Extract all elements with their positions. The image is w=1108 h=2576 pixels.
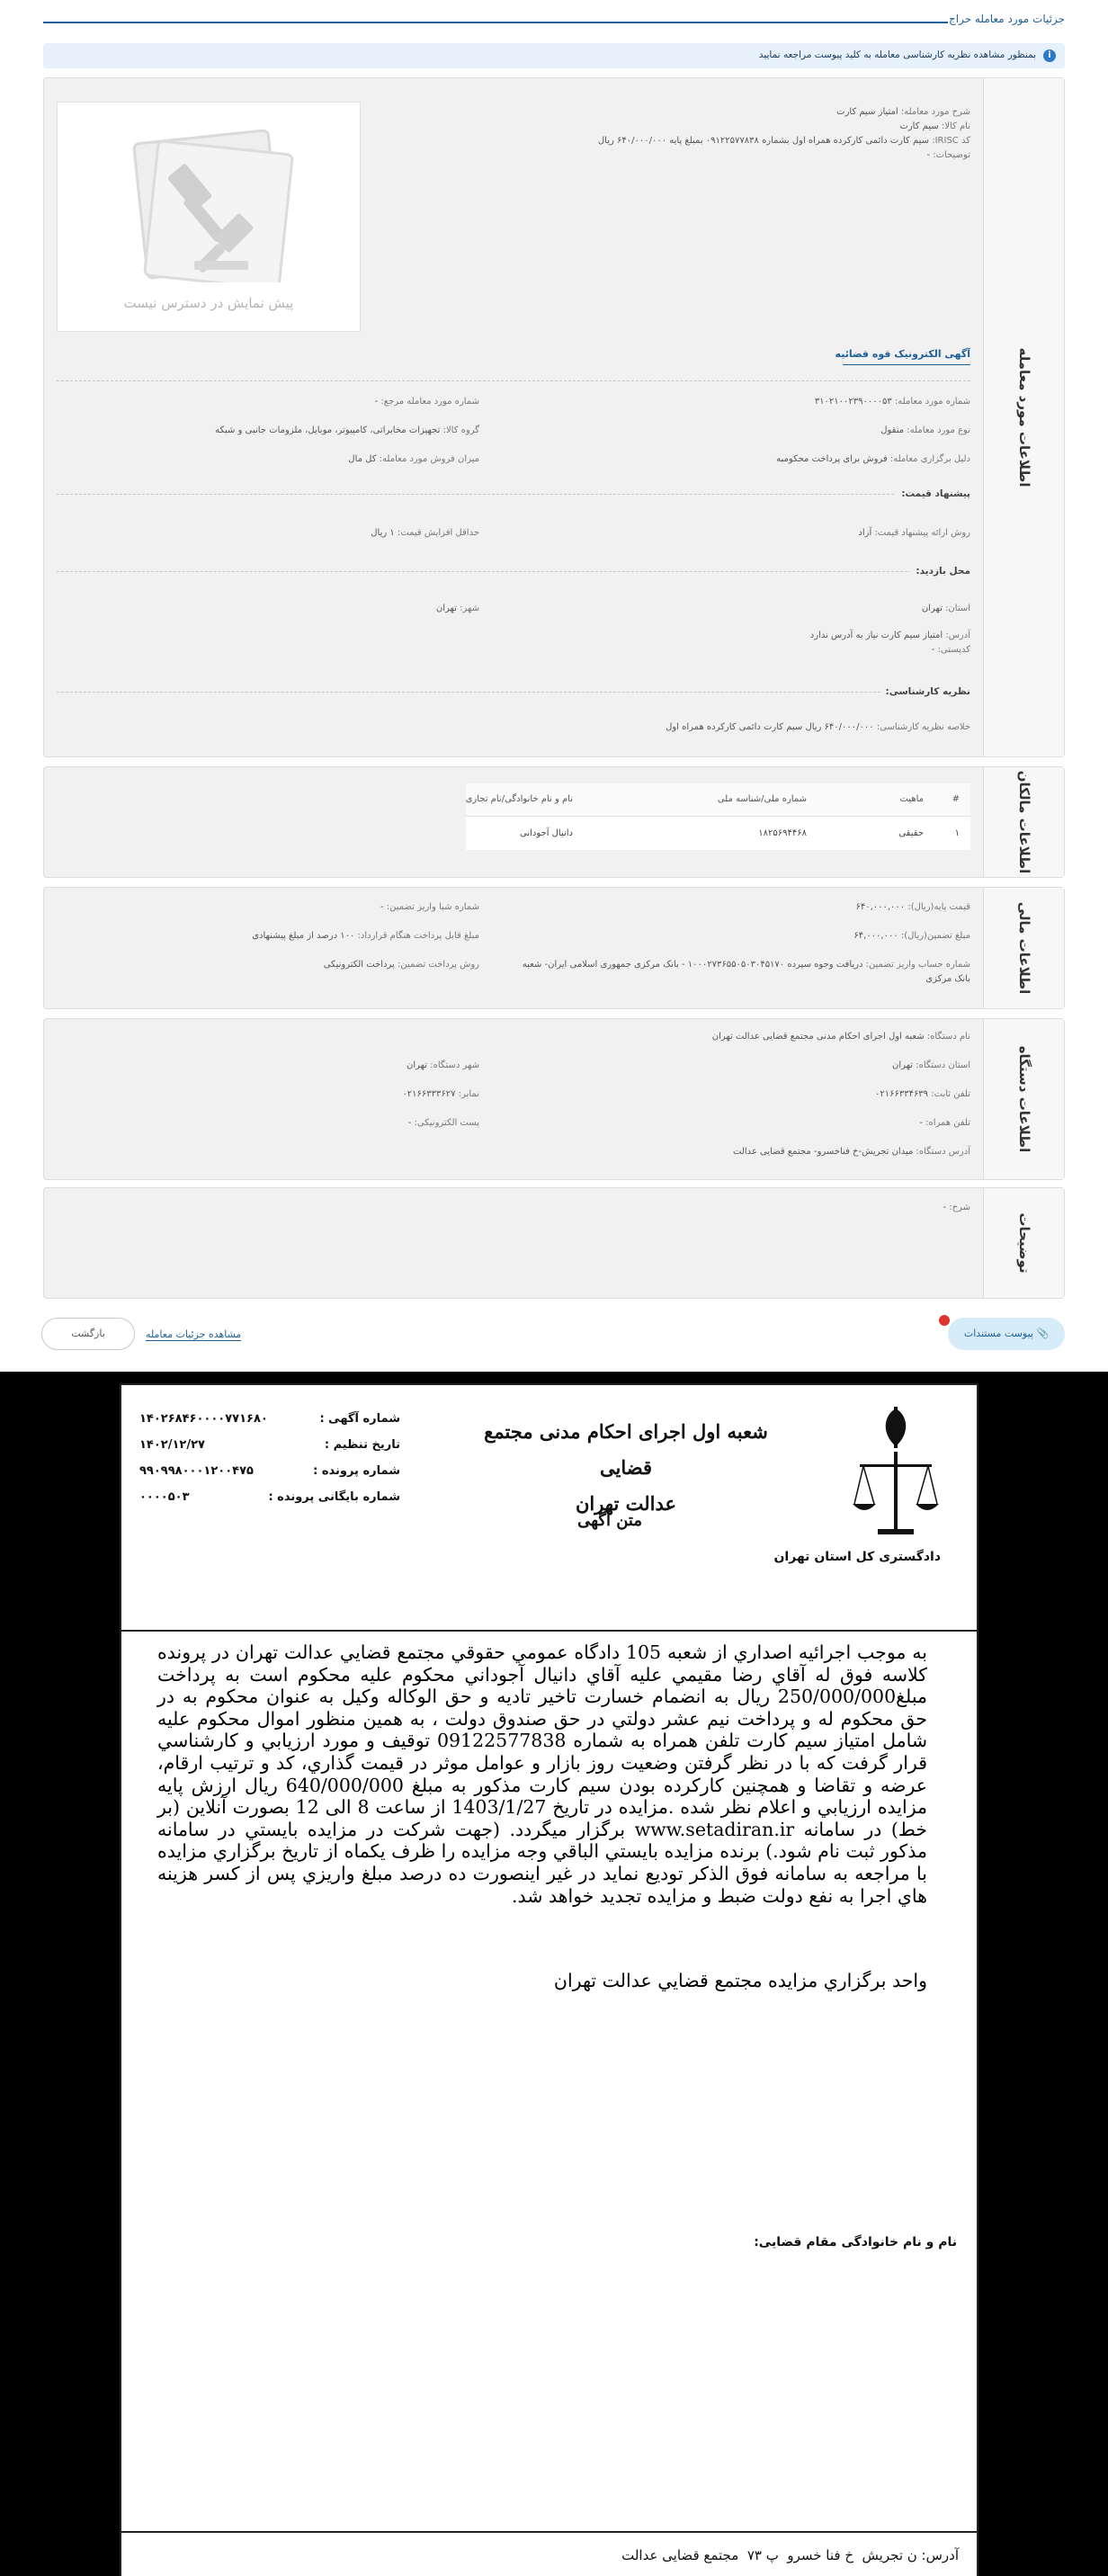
price-heading: پیشنهاد قیمت: bbox=[896, 488, 970, 499]
finance-section-title: اطلاعات مالی bbox=[1015, 901, 1032, 995]
court-address: آدرس: ن تجریش ￼ خ فنا خسرو ￼ پ ۷۳ ￼ مجتمع قضایی عدالت bbox=[621, 2547, 959, 2563]
item-amount: میزان فروش مورد معامله: کل مال bbox=[348, 454, 479, 464]
guarantee-amount: مبلغ تضمین(ریال): ۶۴,۰۰۰,۰۰۰ bbox=[853, 931, 970, 941]
min-increase: حداقل افزایش قیمت: ۱ ریال bbox=[371, 528, 479, 538]
col-name: نام و نام خانوادگی/نام تجاری bbox=[466, 783, 584, 816]
cell-national-id: ۱۸۲۵۶۹۴۴۶۸ bbox=[584, 816, 818, 850]
description-section bbox=[43, 1187, 1065, 1299]
expert-heading: نظریه کارشناسی: bbox=[880, 686, 970, 697]
org-province: استان دستگاه: تهران bbox=[891, 1060, 970, 1070]
dotted-divider bbox=[57, 571, 970, 572]
sheba-number: شماره شبا واریز تضمین: - bbox=[380, 902, 479, 912]
e-ad-link[interactable]: آگهی الکترونیک قوه قضائیه bbox=[835, 348, 970, 360]
visit-city: شهر: تهران bbox=[435, 604, 479, 613]
paperclip-icon: 📎 bbox=[1032, 1328, 1050, 1339]
item-notes: توضیحات: - bbox=[926, 150, 970, 160]
base-price: قیمت پایه(ریال): ۶۴۰,۰۰۰,۰۰۰ bbox=[855, 902, 970, 912]
owners-section bbox=[43, 766, 1065, 878]
notice-signature-unit: واحد برگزاري مزايده مجتمع قضايي عدالت تهران bbox=[553, 1970, 927, 1991]
item-reason: دلیل برگزاری معامله: فروش برای پرداخت محکومبه bbox=[776, 454, 970, 464]
org-phone: تلفن ثابت: ۰۲۱۶۶۳۳۴۶۳۹ bbox=[874, 1089, 970, 1099]
alert-text: بمنظور مشاهده نظریه کارشناسی معامله به کلید پیوست مراجعه نمایید bbox=[758, 49, 1036, 60]
item-code: کد IRISC: سیم کارت دائمی کارکرده همراه اول بشماره ۰۹۱۲۲۵۷۷۸۳۸ بمبلغ پایه ۶۴۰/۰۰۰/۰۰۰ ریال bbox=[597, 136, 970, 146]
item-section-title: اطلاعات مورد معامله bbox=[1015, 347, 1032, 487]
page-header bbox=[43, 13, 1065, 31]
visit-postal: کدپستی: - bbox=[931, 645, 970, 655]
page-title: جزئیات مورد معامله حراج bbox=[949, 13, 1065, 25]
guarantee-account: شماره حساب واریز تضمین: دریافت وجوه سپرده ۱۰۰۰۲۷۳۶۵۵۰۵۰۳۰۴۵۱۷۰ - بانک مرکزی جمهوری اسلامی ایران- شعبه bbox=[522, 960, 970, 970]
department-name: دادگستری کل استان تهران bbox=[773, 1550, 941, 1564]
view-details-link[interactable]: مشاهده جزئیات معامله bbox=[146, 1328, 242, 1340]
item-type: نوع مورد معامله: منقول bbox=[880, 425, 970, 435]
iran-emblem-scales-icon bbox=[851, 1403, 941, 1547]
org-section-tab bbox=[983, 1019, 1064, 1179]
dotted-divider bbox=[57, 380, 970, 381]
info-alert bbox=[43, 43, 1065, 68]
ad-link-underline bbox=[843, 364, 970, 365]
attachments-label: پیوست مستندات bbox=[963, 1328, 1033, 1339]
org-mobile: تلفن همراه: - bbox=[919, 1118, 970, 1128]
dotted-divider bbox=[57, 692, 970, 693]
cell-index: ۱ bbox=[934, 816, 970, 850]
org-section bbox=[43, 1018, 1065, 1180]
ad-no-label: شماره آگهی : bbox=[319, 1412, 400, 1426]
notice-body: به موجب اجرائيه اصداري از شعبه 105 دادگاه عمومي حقوقي مجتمع قضايي عدالت تهران در پرونده كلاسه فوق له آقاي رضا مقيمي عليه آقاي دانيال آجوداني محكوم عليه محكوم است به پرداخت مبلغ250/000/000 ريال به انضمام خسارت تاخير تاديه و حق الوكاله وكيل به عنوان محكوم به در حق محكوم له و پرداخت نيم عشر دولتي در حق صندوق دولت ، به همين منظور اموال محكوم عليه شامل امتياز سيم كارت تلفن همراه به شماره 09122577838 توقيف و مورد ارزيابي و كارشناسي قرار گرفت كه با در نظر گرفتن وضعيت روز بازار و عوامل موثر در قيمت گذاري، كد و ترتيب ارقام، عرضه و تقاضا و همچنين كاركرده بودن سيم كارت مذكور به مبلغ 640/000/000 ريال ارزش پايه مزايده ارزيابي و اعلام نظر شده .مزايده در تاريخ 1403/1/27 از ساعت 8 الی 12 بصورت آنلاين (بر خط) در سامانه www.setadiran.ir برگزار ميگردد. (جهت شركت در مزايده بايستي در سامانه مذكور ثبت نام شود.) برنده مزايده بايستي الباقي وجه مزايده را ظرف يكماه از تاريخ برگزاري مزايده با مراجعه به سامانه فوق الذكر توديع نمايد در غير اينصورت ده درصد مبلغ واريزي پس از كسر هزينه هاي اجرا به نفع دولت ضبط و مزايده تجديد خواهد شد. bbox=[157, 1641, 928, 1907]
notice-paper bbox=[120, 1383, 978, 2576]
table-row bbox=[466, 816, 970, 850]
owners-section-title: اطلاعات مالکان bbox=[1015, 770, 1032, 874]
header-separator bbox=[121, 1630, 977, 1632]
finance-section bbox=[43, 887, 1065, 1009]
guarantee-pay-method: روش پرداخت تضمین: پرداخت الکترونیکی bbox=[323, 960, 479, 970]
cell-name: دانیال آجودانی bbox=[466, 816, 584, 850]
org-city: شهر دستگاه: تهران bbox=[407, 1060, 479, 1070]
org-fax: نمابر: ۰۲۱۶۶۳۳۳۶۲۷ bbox=[402, 1089, 479, 1099]
org-address: آدرس دستگاه: میدان تجریش-خ فناخسرو- مجتمع قضایی عدالت bbox=[733, 1147, 970, 1157]
judge-name-label: نام و نام خانوادگی مقام قضایی: bbox=[754, 2235, 957, 2250]
visit-address: آدرس: امتیاز سیم کارت نیاز به آدرس ندارد bbox=[809, 631, 970, 640]
item-info-section bbox=[43, 77, 1065, 757]
description-section-tab bbox=[983, 1188, 1064, 1298]
footer-separator bbox=[121, 2531, 977, 2533]
preview-caption: پیش نمایش در دسترس نیست bbox=[123, 295, 294, 311]
item-name: نام کالا: سیم کارت bbox=[899, 121, 970, 131]
info-icon: i bbox=[1043, 49, 1056, 62]
date-label: تاریخ تنظیم : bbox=[324, 1438, 400, 1452]
description-text: شرح: - bbox=[943, 1203, 970, 1212]
finance-section-tab bbox=[983, 888, 1064, 1008]
item-desc: شرح مورد معامله: امتیاز سیم کارت bbox=[836, 107, 970, 117]
court-line-2: عدالت تهران bbox=[575, 1492, 677, 1515]
image-preview bbox=[57, 102, 361, 332]
location-heading: محل بازدید: bbox=[910, 566, 970, 577]
header-divider bbox=[43, 22, 948, 23]
case-value: ۹۹۰۹۹۸۰۰۰۱۲۰۰۴۷۵ bbox=[139, 1464, 254, 1478]
payable-amount: مبلغ قابل پرداخت هنگام قرارداد: ۱۰۰ درصد از مبلغ پیشنهادی bbox=[252, 931, 479, 941]
case-label: شماره پرونده : bbox=[313, 1464, 400, 1478]
court-line-1: شعبه اول اجرای احکام مدنی مجتمع قضایی bbox=[484, 1420, 768, 1479]
description-section-title: توضیحات bbox=[1015, 1212, 1032, 1274]
cell-type: حقیقی bbox=[818, 816, 934, 850]
org-name: نام دستگاه: شعبه اول اجرای احکام مدنی مجتمع قضایی عدالت تهران bbox=[711, 1032, 970, 1042]
archive-value: ۰۰۰۰۵۰۳ bbox=[139, 1490, 190, 1504]
archive-label: شماره بایگانی پرونده : bbox=[268, 1490, 400, 1504]
org-section-title: اطلاعات دستگاه bbox=[1015, 1045, 1032, 1153]
owners-table bbox=[466, 783, 970, 850]
dotted-divider bbox=[57, 494, 970, 495]
notice-document-scan bbox=[0, 1372, 1108, 2576]
org-email: پست الکترونیکی: - bbox=[407, 1118, 479, 1128]
item-number: شماره مورد معامله: ۳۱۰۲۱۰۰۲۳۹۰۰۰۰۵۳ bbox=[814, 397, 970, 407]
item-group: گروه کالا: تجهیزات مخابراتی، کامپیوتر، موبایل، ملزومات جانبی و شبکه bbox=[215, 425, 479, 435]
back-button[interactable]: بازگشت bbox=[41, 1318, 135, 1350]
price-method: روش ارائه پیشنهاد قیمت: آزاد bbox=[858, 528, 970, 538]
visit-province: استان: تهران bbox=[921, 604, 970, 613]
notice-title: متن آگهی bbox=[577, 1511, 642, 1530]
notification-badge bbox=[939, 1315, 950, 1326]
date-value: ۱۴۰۲/۱۲/۲۷ bbox=[139, 1438, 205, 1452]
ad-no-value: ۱۴۰۲۶۸۴۶۰۰۰۰۷۷۱۶۸۰ bbox=[139, 1412, 268, 1426]
col-index: # bbox=[934, 783, 970, 816]
item-ref-number: شماره مورد معامله مرجع: - bbox=[374, 397, 479, 407]
expert-summary: خلاصه نظریه کارشناسی: ۶۴۰/۰۰۰/۰۰۰ ریال سیم کارت دائمی کارکرده همراه اول bbox=[666, 722, 970, 732]
gavel-placeholder-icon bbox=[115, 130, 300, 282]
guarantee-account-cont: بانک مرکزی bbox=[925, 974, 970, 984]
col-type: ماهیت bbox=[818, 783, 934, 816]
attachments-button[interactable] bbox=[948, 1318, 1065, 1350]
court-title bbox=[460, 1414, 792, 1522]
table-header-row bbox=[466, 783, 970, 816]
notice-meta bbox=[139, 1412, 400, 1516]
col-national-id: شماره ملی/شناسه ملی bbox=[584, 783, 818, 816]
owners-section-tab bbox=[983, 767, 1064, 877]
item-section-tab bbox=[983, 78, 1064, 756]
